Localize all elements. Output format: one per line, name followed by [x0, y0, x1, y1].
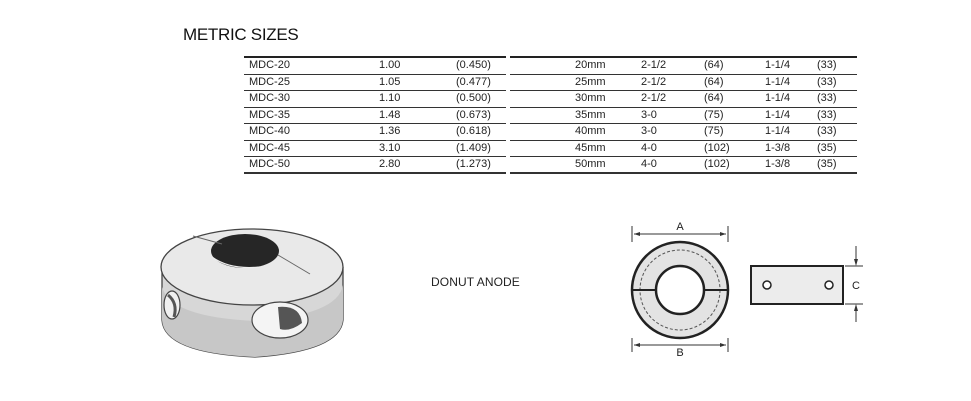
right-d1-mm-cell: (75)	[704, 125, 724, 137]
left-weight-cell: 3.10	[379, 141, 401, 154]
left-weight-cell: 1.00	[379, 59, 401, 71]
left-model-cell: MDC-50	[249, 158, 290, 170]
weight-table	[244, 56, 506, 174]
dimension-b-label: B	[676, 347, 684, 359]
right-d2-cell: 1-1/4	[765, 92, 791, 104]
left-weight-cell: 1.36	[379, 125, 401, 137]
donut-anode-illustration	[150, 225, 350, 370]
table-row	[510, 157, 857, 174]
table-row	[510, 108, 857, 125]
right-size-cell: 20mm	[575, 59, 606, 71]
table-row	[244, 124, 506, 141]
right-size-cell: 30mm	[575, 92, 606, 104]
left-weight-cell: 1.10	[379, 92, 401, 104]
left-model-cell: MDC-25	[249, 75, 290, 88]
right-d2-mm-cell: (33)	[817, 125, 837, 137]
table-row	[510, 141, 857, 158]
right-d1-mm-cell: (75)	[704, 108, 724, 121]
table-row	[244, 141, 506, 158]
right-d2-mm-cell: (33)	[817, 108, 837, 121]
right-d1-mm-cell: (64)	[704, 75, 724, 88]
right-d2-cell: 1-1/4	[765, 108, 791, 121]
right-size-cell: 50mm	[575, 158, 606, 170]
table-row	[510, 58, 857, 75]
right-d1-cell: 2-1/2	[641, 92, 667, 104]
right-size-cell: 45mm	[575, 141, 606, 154]
right-d2-cell: 1-1/4	[765, 59, 791, 71]
right-d2-cell: 1-3/8	[765, 158, 791, 170]
right-d2-cell: 1-3/8	[765, 141, 791, 154]
left-model-cell: MDC-30	[249, 92, 290, 104]
left-weight-alt-cell: (0.618)	[456, 125, 491, 137]
front-view-diagram	[620, 220, 745, 360]
right-d1-cell: 2-1/2	[641, 75, 667, 88]
right-d2-mm-cell: (35)	[817, 141, 837, 154]
right-size-cell: 25mm	[575, 75, 606, 88]
right-size-cell: 40mm	[575, 125, 606, 137]
right-d1-cell: 4-0	[641, 158, 657, 170]
left-weight-alt-cell: (0.500)	[456, 92, 491, 104]
table-row	[244, 157, 506, 174]
table-row	[510, 75, 857, 92]
left-weight-alt-cell: (0.673)	[456, 108, 491, 121]
section-title: METRIC SIZES	[183, 25, 299, 44]
left-model-cell: MDC-40	[249, 125, 290, 137]
dimension-table	[510, 56, 857, 174]
right-d1-cell: 2-1/2	[641, 59, 667, 71]
dimension-a-label: A	[676, 221, 684, 233]
left-model-cell: MDC-20	[249, 59, 290, 71]
right-d2-cell: 1-1/4	[765, 75, 791, 88]
right-d1-cell: 4-0	[641, 141, 657, 154]
right-d2-mm-cell: (33)	[817, 75, 837, 88]
right-d1-cell: 3-0	[641, 108, 657, 121]
product-caption: DONUT ANODE	[431, 275, 520, 289]
dimension-c-label: C	[852, 280, 860, 292]
table-row	[244, 75, 506, 92]
left-weight-alt-cell: (1.409)	[456, 141, 491, 154]
right-d1-mm-cell: (64)	[704, 59, 724, 71]
left-model-cell: MDC-35	[249, 108, 290, 121]
left-weight-alt-cell: (0.477)	[456, 75, 491, 88]
table-row	[244, 58, 506, 75]
right-d1-mm-cell: (102)	[704, 141, 730, 154]
right-d2-mm-cell: (33)	[817, 59, 837, 71]
table-row	[244, 91, 506, 108]
right-d2-mm-cell: (33)	[817, 92, 837, 104]
right-d1-mm-cell: (102)	[704, 158, 730, 170]
right-size-cell: 35mm	[575, 108, 606, 121]
left-weight-alt-cell: (0.450)	[456, 59, 491, 71]
right-d2-mm-cell: (35)	[817, 158, 837, 170]
table-row	[510, 91, 857, 108]
right-d2-cell: 1-1/4	[765, 125, 791, 137]
table-row	[244, 108, 506, 125]
side-view-diagram	[745, 242, 870, 322]
right-d1-mm-cell: (64)	[704, 92, 724, 104]
left-weight-cell: 1.48	[379, 108, 401, 121]
left-weight-cell: 1.05	[379, 75, 401, 88]
right-d1-cell: 3-0	[641, 125, 657, 137]
left-weight-alt-cell: (1.273)	[456, 158, 491, 170]
left-model-cell: MDC-45	[249, 141, 290, 154]
left-weight-cell: 2.80	[379, 158, 401, 170]
table-row	[510, 124, 857, 141]
